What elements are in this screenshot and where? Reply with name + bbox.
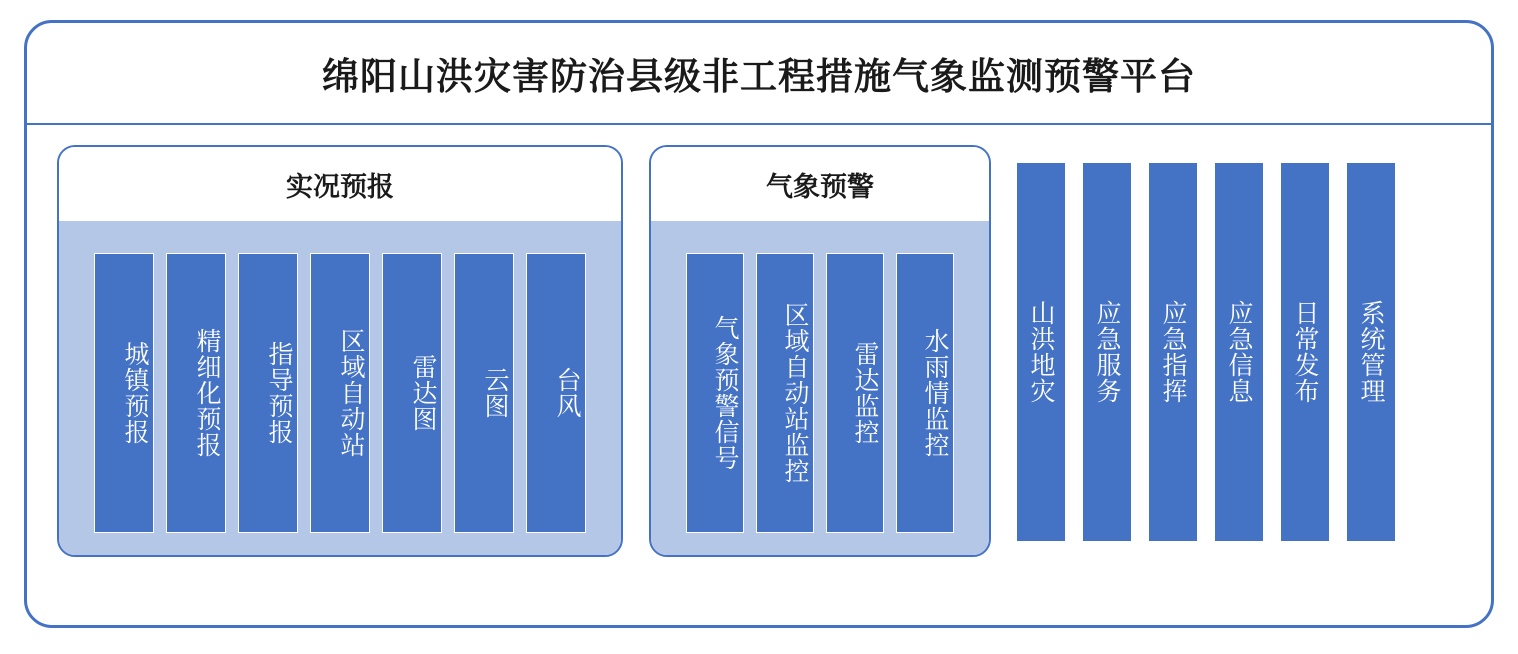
chip-typhoon[interactable]: 台风 bbox=[526, 253, 586, 533]
chip-refined-forecast[interactable]: 精细化预报 bbox=[166, 253, 226, 533]
chip-guidance-forecast[interactable]: 指导预报 bbox=[238, 253, 298, 533]
module-emergency-command[interactable]: 应急指挥 bbox=[1149, 163, 1197, 541]
chip-water-rain-monitor[interactable]: 水雨情监控 bbox=[896, 253, 954, 533]
group-warning bbox=[649, 145, 991, 557]
module-column bbox=[1017, 145, 1395, 541]
module-emergency-service[interactable]: 应急服务 bbox=[1083, 163, 1131, 541]
group-warning-header bbox=[651, 147, 989, 221]
module-daily-release[interactable]: 日常发布 bbox=[1281, 163, 1329, 541]
chip-radar-map[interactable]: 雷达图 bbox=[382, 253, 442, 533]
chip-city-forecast[interactable]: 城镇预报 bbox=[94, 253, 154, 533]
module-system-management[interactable]: 系统管理 bbox=[1347, 163, 1395, 541]
chip-regional-station-monitor[interactable]: 区域自动站监控 bbox=[756, 253, 814, 533]
group-warning-items bbox=[651, 221, 989, 555]
chip-cloud-map[interactable]: 云图 bbox=[454, 253, 514, 533]
chip-weather-warning-signal[interactable]: 气象预警信号 bbox=[686, 253, 744, 533]
group-forecast-items bbox=[59, 221, 621, 555]
module-emergency-info[interactable]: 应急信息 bbox=[1215, 163, 1263, 541]
platform-frame bbox=[24, 20, 1494, 628]
platform-title-bar bbox=[27, 23, 1491, 125]
group-forecast-title: 实况预报 bbox=[286, 171, 394, 202]
group-forecast-header bbox=[59, 147, 621, 221]
group-warning-title: 气象预警 bbox=[766, 171, 874, 202]
module-flood-disaster[interactable]: 山洪地灾 bbox=[1017, 163, 1065, 541]
chip-regional-auto-station[interactable]: 区域自动站 bbox=[310, 253, 370, 533]
platform-body bbox=[27, 125, 1491, 625]
chip-radar-monitor[interactable]: 雷达监控 bbox=[826, 253, 884, 533]
page-title: 绵阳山洪灾害防治县级非工程措施气象监测预警平台 bbox=[322, 56, 1196, 97]
group-forecast bbox=[57, 145, 623, 557]
